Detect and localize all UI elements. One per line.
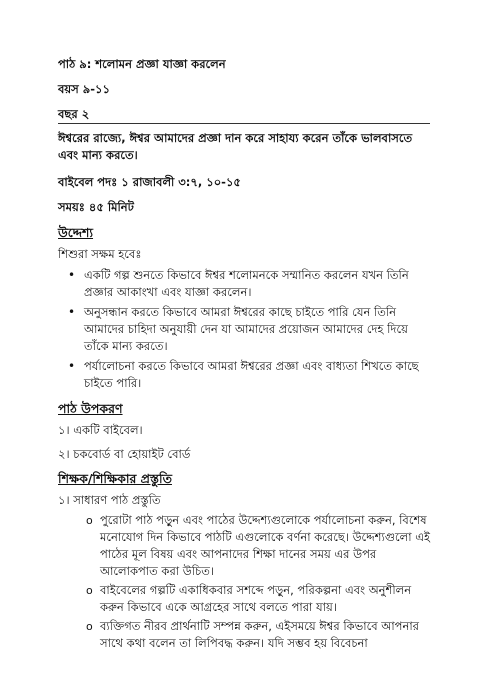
list-item — [68, 358, 430, 392]
list-item — [86, 512, 430, 580]
divider-line — [58, 123, 430, 124]
preparation-list — [58, 512, 430, 652]
material-item: ১। একটি বাইবেল। — [58, 423, 143, 437]
list-item — [86, 582, 430, 616]
preparation-text: বাইবেলের গল্পটি একাধিকবার সশব্দে পড়ুন, পরিকল্পনা এবং অনুশীলন করুন কিভাবে একে আগ্রহের সাথে বলতে পারা যায়। — [100, 583, 412, 614]
objectives-list — [58, 267, 430, 392]
hollow-bullet-icon: o — [86, 514, 93, 527]
preparation-intro: ১। সাধারণ পাঠ প্রস্তুতি — [58, 493, 161, 507]
document-page — [58, 56, 430, 654]
material-item: ২। চকবোর্ড বা হোয়াইট বোর্ড — [58, 447, 191, 461]
bullet-icon: • — [68, 268, 76, 282]
objective-text: একটি গল্প শুনতে কিভাবে ঈশ্বর শলোমনকে সম্মানিত করলেন যখন তিনি প্রজ্ঞার আকাংখা এবং যাজ্ঞা করলেন। — [84, 268, 409, 299]
bullet-icon: • — [68, 305, 76, 319]
materials-title: পাঠ উপকরণ — [58, 401, 123, 416]
objectives-intro: শিশুরা সক্ষম হবেঃ — [58, 247, 142, 261]
list-item — [68, 304, 430, 355]
preparation-text: পুরোটা পাঠ পড়ুন এবং পাঠের উদ্দেশ্যগুলোকে পর্যালোচনা করুন, বিশেষ মনোযোগ দিন কিভাবে পাঠটি এগুলোকে বর্ণনা করেছে। উদ্দেশ্যগুলো এই পাঠের মূল বিষয় এবং আপনাদের শিক্ষা দানের সময় এর উপর আলোকপাত করা উচিত। — [100, 513, 430, 578]
lesson-theme: ঈশ্বরের রাজ্যে, ঈশ্বর আমাদের প্রজ্ঞা দান করে সাহায্য করেন তাঁকে ভালবাসতে এবং মান্য করতে। — [58, 131, 413, 162]
lesson-duration: সময়ঃ ৪৫ মিনিট — [58, 200, 134, 214]
hollow-bullet-icon: o — [86, 584, 93, 597]
year-label: বছর ২ — [58, 107, 90, 121]
age-range: বয়স ৯-১১ — [58, 82, 110, 96]
bullet-icon: • — [68, 359, 76, 373]
hollow-bullet-icon: o — [86, 620, 93, 633]
preparation-text: ব্যক্তিগত নীরব প্রার্থনাটি সম্পন্ন করুন, এইসময়ে ঈশ্বর কিভাবে আপনার সাথে কথা বলেন তা লিপিবদ্ধ করুন। যদি সম্ভব হয় বিবেচনা — [100, 619, 419, 650]
list-item — [86, 618, 430, 652]
objectives-title: উদ্দেশ্য — [58, 225, 94, 240]
bible-verse: বাইবেল পদঃ ১ রাজাবলী ৩:৭, ১০-১৫ — [58, 175, 241, 189]
objective-text: পর্যালোচনা করতে কিভাবে আমরা ঈশ্বরের প্রজ্ঞা এবং বাধ্যতা শিখতে কাছে চাইতে পারি। — [84, 359, 419, 390]
list-item — [68, 267, 430, 301]
preparation-title: শিক্ষক/শিক্ষিকার প্রস্তুতি — [58, 471, 172, 486]
lesson-title: পাঠ ৯: শলোমন প্রজ্ঞা যাজ্ঞা করলেন — [58, 57, 226, 71]
objective-text: অনুসন্ধান করতে কিভাবে আমরা ঈশ্বরের কাছে চাইতে পারি যেন তিনি আমাদের চাহিদা অনুযায়ী দেন যা আমাদের প্রয়োজন আমাদের দেহ দিয়ে তাঁকে মান্য করতে। — [84, 305, 408, 353]
